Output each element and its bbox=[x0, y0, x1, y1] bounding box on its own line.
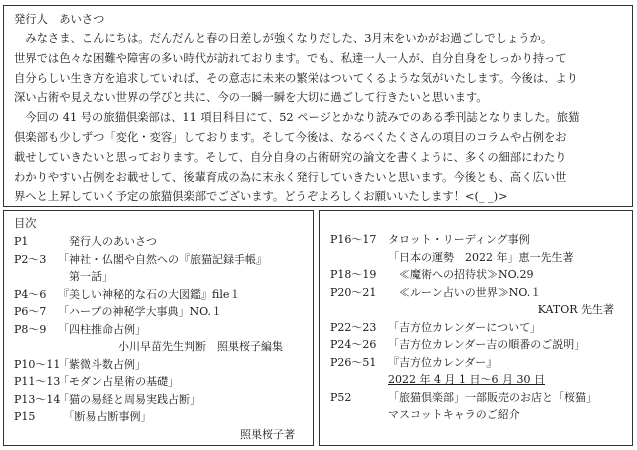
greeting-section bbox=[3, 5, 633, 207]
toc-entry-title: 「紫微斗数占例」 bbox=[58, 357, 146, 371]
toc-page-number: P16～17 bbox=[330, 233, 377, 246]
toc-entry bbox=[330, 371, 626, 389]
toc-entry-title: 「猫の易経と周易実践占断」 bbox=[58, 392, 201, 406]
toc-entry bbox=[14, 391, 307, 409]
toc-page-number: P13～14 bbox=[14, 392, 61, 406]
greeting-line: 世界では色々な困難や障害の多い時代が訪れております。でも、私達一人一人が、自分自身をしっかり持って bbox=[14, 51, 567, 65]
toc-entry bbox=[14, 373, 307, 391]
toc-page-number: P26～51 bbox=[330, 355, 377, 369]
toc-entry bbox=[330, 284, 626, 302]
toc-entry bbox=[14, 321, 307, 339]
toc-page-number bbox=[330, 371, 388, 389]
greeting-line: わかりやすい占例をお載せして、後輩育成の為に末永く発行していきたいと思います。今後とも、高く広い世 bbox=[14, 170, 567, 184]
toc-page-number bbox=[330, 406, 388, 424]
toc-page-number: P24～26 bbox=[330, 338, 377, 351]
toc-entry-title: 『吉方位カレンダー』 bbox=[388, 355, 498, 369]
toc-entry bbox=[14, 268, 307, 286]
toc-entry-title: マスコットキャラのご紹介 bbox=[388, 408, 520, 421]
greeting-line: 載せしていきたいと思っております。そして、自分自身の占術研究の論文を書くように、多くの細部にわたり bbox=[14, 150, 567, 164]
greeting-line: 今回の 41 号の旅猫倶楽部は、11 項目科目にて、52 ページとかなり読みでのある季刊誌となりました。旅猫 bbox=[14, 111, 580, 125]
toc-entry bbox=[14, 251, 307, 269]
toc-entry bbox=[330, 301, 626, 319]
toc-page-number: P11～13 bbox=[14, 375, 61, 388]
toc-entry bbox=[14, 338, 307, 356]
toc-page-number: P1 bbox=[14, 235, 29, 248]
toc-page-number: P8～9 bbox=[14, 322, 47, 336]
toc-page-number: P6～7 bbox=[14, 305, 47, 318]
toc-entry-title: 「旅猫倶楽部」一部販売のお店と「桜猫」 bbox=[388, 390, 597, 404]
toc-page-number: P4～6 bbox=[14, 287, 47, 301]
toc-entry-title: 「吉方位カレンダー吉の順番のご説明」 bbox=[388, 338, 586, 351]
toc-entry-title: 照巣桜子著 bbox=[240, 427, 295, 441]
toc-entry-title: 「吉方位カレンダーについて」 bbox=[388, 320, 542, 334]
toc-title: 目次 bbox=[14, 217, 37, 230]
toc-entry-title: KATOR 先生著 bbox=[537, 303, 614, 316]
toc-page-number bbox=[14, 426, 58, 444]
toc-page-number: P15 bbox=[14, 410, 36, 423]
toc-entry-title: 小川早苗先生判断 照巣桜子編集 bbox=[118, 340, 283, 353]
toc-left-column bbox=[3, 210, 314, 446]
greeting-line: 倶楽部も少しずつ「変化・変容」しております。そして今後は、なるべくたくさんの項目のコラムや占例をお bbox=[14, 130, 567, 144]
toc-entry bbox=[330, 319, 626, 337]
toc-right-column bbox=[319, 210, 633, 446]
toc-entry bbox=[14, 426, 307, 444]
toc-entry bbox=[14, 233, 307, 251]
toc-page-number: P52 bbox=[330, 390, 352, 404]
toc-entry bbox=[330, 249, 626, 267]
toc-entry-title: 発行人のあいさつ bbox=[58, 235, 157, 248]
toc-entry bbox=[330, 336, 626, 354]
toc-page-number bbox=[330, 249, 388, 267]
toc-entry-title: 「ハーブの神秘学大事典」NO.１ bbox=[58, 305, 222, 318]
toc-page-number: P10～11 bbox=[14, 357, 61, 371]
toc-entry-title: 「四柱推命占例」 bbox=[58, 322, 146, 336]
toc-page-number bbox=[14, 338, 58, 356]
toc-page-number: P20～21 bbox=[330, 285, 377, 299]
toc-entry-title: ≪魔術への招待状≫NO.29 bbox=[388, 268, 534, 281]
toc-entry bbox=[14, 303, 307, 321]
toc-entry bbox=[330, 266, 626, 284]
toc-page-number: P22～23 bbox=[330, 320, 377, 334]
toc-entry bbox=[14, 408, 307, 426]
toc-entry bbox=[330, 406, 626, 424]
toc-entry bbox=[330, 231, 626, 249]
toc-entry bbox=[330, 389, 626, 407]
toc-entry-title: ≪ルーン占いの世界≫NO.１ bbox=[388, 285, 542, 299]
toc-entry-title: タロット・リーディング事例 bbox=[388, 233, 530, 246]
greeting-heading: 発行人 あいさつ bbox=[14, 13, 105, 26]
greeting-line: 界へと上昇していく予定の旅猫倶楽部でございます。どうぞよろしくお願いいたします！<(_ _)> bbox=[14, 190, 508, 204]
toc-right-list bbox=[330, 231, 626, 424]
toc-page-number bbox=[14, 268, 58, 286]
toc-entry-title: 『美しい神秘的な石の大図鑑』file１ bbox=[58, 287, 241, 301]
toc-page-number bbox=[330, 301, 388, 319]
toc-entry-title: 「モダン占星術の基礎」 bbox=[58, 375, 180, 388]
toc-page-number: P18～19 bbox=[330, 268, 377, 281]
toc-page-number: P2～3 bbox=[14, 252, 47, 266]
greeting-body bbox=[14, 29, 624, 207]
toc-entry-title: 「断易占断事例」 bbox=[58, 410, 152, 423]
toc-entry-title: 2022 年 4 月 1 日～6 月 30 日 bbox=[388, 373, 545, 386]
toc-entry bbox=[330, 354, 626, 372]
toc-left-list bbox=[14, 233, 307, 443]
toc-entry-title: 第一話」 bbox=[58, 270, 113, 283]
greeting-line: 深い占術や見えない世界の学びと共に、今の一瞬一瞬を大切に過ごして行きたいと思います。 bbox=[14, 91, 488, 105]
toc-entry-title: 「日本の運勢 2022 年」恵一先生著 bbox=[388, 250, 574, 264]
toc-entry-title: 「神社・仏閣や自然への『旅猫記録手帳』 bbox=[58, 252, 267, 266]
greeting-line: みなさま、こんにちは。だんだんと春の日差しが強くなりだした、3月末をいかがお過ごしでしょうか。 bbox=[14, 32, 553, 45]
toc-entry bbox=[14, 286, 307, 304]
toc-entry bbox=[14, 356, 307, 374]
greeting-line: 自分らしい生き方を追求していれば、その意志に未来の繁栄はついてくるような気がいたします。今後は、より bbox=[14, 71, 578, 85]
